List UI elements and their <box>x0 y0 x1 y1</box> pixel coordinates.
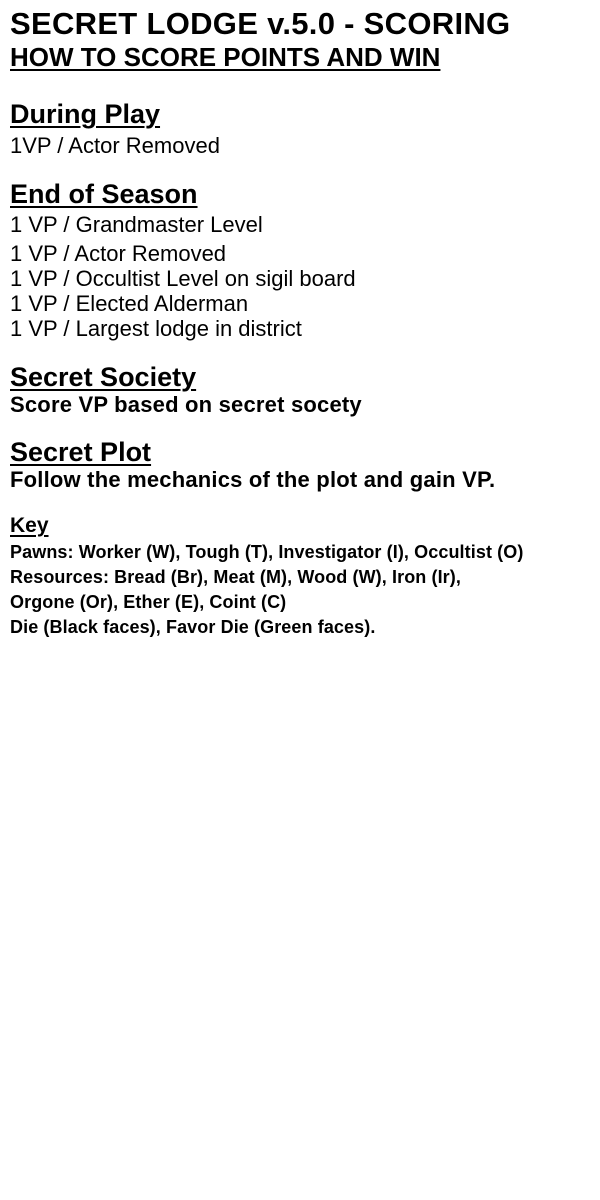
end-of-season-item: 1 VP / Largest lodge in district <box>10 316 302 341</box>
section-heading-during-play: During Play <box>10 99 161 129</box>
key-line: Pawns: Worker (W), Tough (T), Investigator (I), Occultist (O) <box>10 542 524 562</box>
section-heading-key: Key <box>10 514 49 537</box>
section-heading-secret-society: Secret Society <box>10 362 197 392</box>
key-line: Die (Black faces), Favor Die (Green faces). <box>10 617 376 637</box>
end-of-season-item: 1 VP / Actor Removed <box>10 241 227 266</box>
secret-plot-text: Follow the mechanics of the plot and gain VP. <box>10 467 496 492</box>
during-play-item: 1VP / Actor Removed <box>10 133 220 158</box>
page-title: SECRET LODGE v.5.0 - SCORING <box>10 6 511 41</box>
page-subtitle: HOW TO SCORE POINTS AND WIN <box>10 42 441 72</box>
end-of-season-item: 1 VP / Occultist Level on sigil board <box>10 266 356 291</box>
key-line: Orgone (Or), Ether (E), Coint (C) <box>10 592 287 612</box>
secret-society-text: Score VP based on secret socety <box>10 392 362 417</box>
end-of-season-item: 1 VP / Elected Alderman <box>10 291 249 316</box>
end-of-season-item: 1 VP / Grandmaster Level <box>10 212 263 237</box>
key-line: Resources: Bread (Br), Meat (M), Wood (W), Iron (Ir), <box>10 567 461 587</box>
section-heading-end-of-season: End of Season <box>10 179 198 209</box>
section-heading-secret-plot: Secret Plot <box>10 437 152 467</box>
